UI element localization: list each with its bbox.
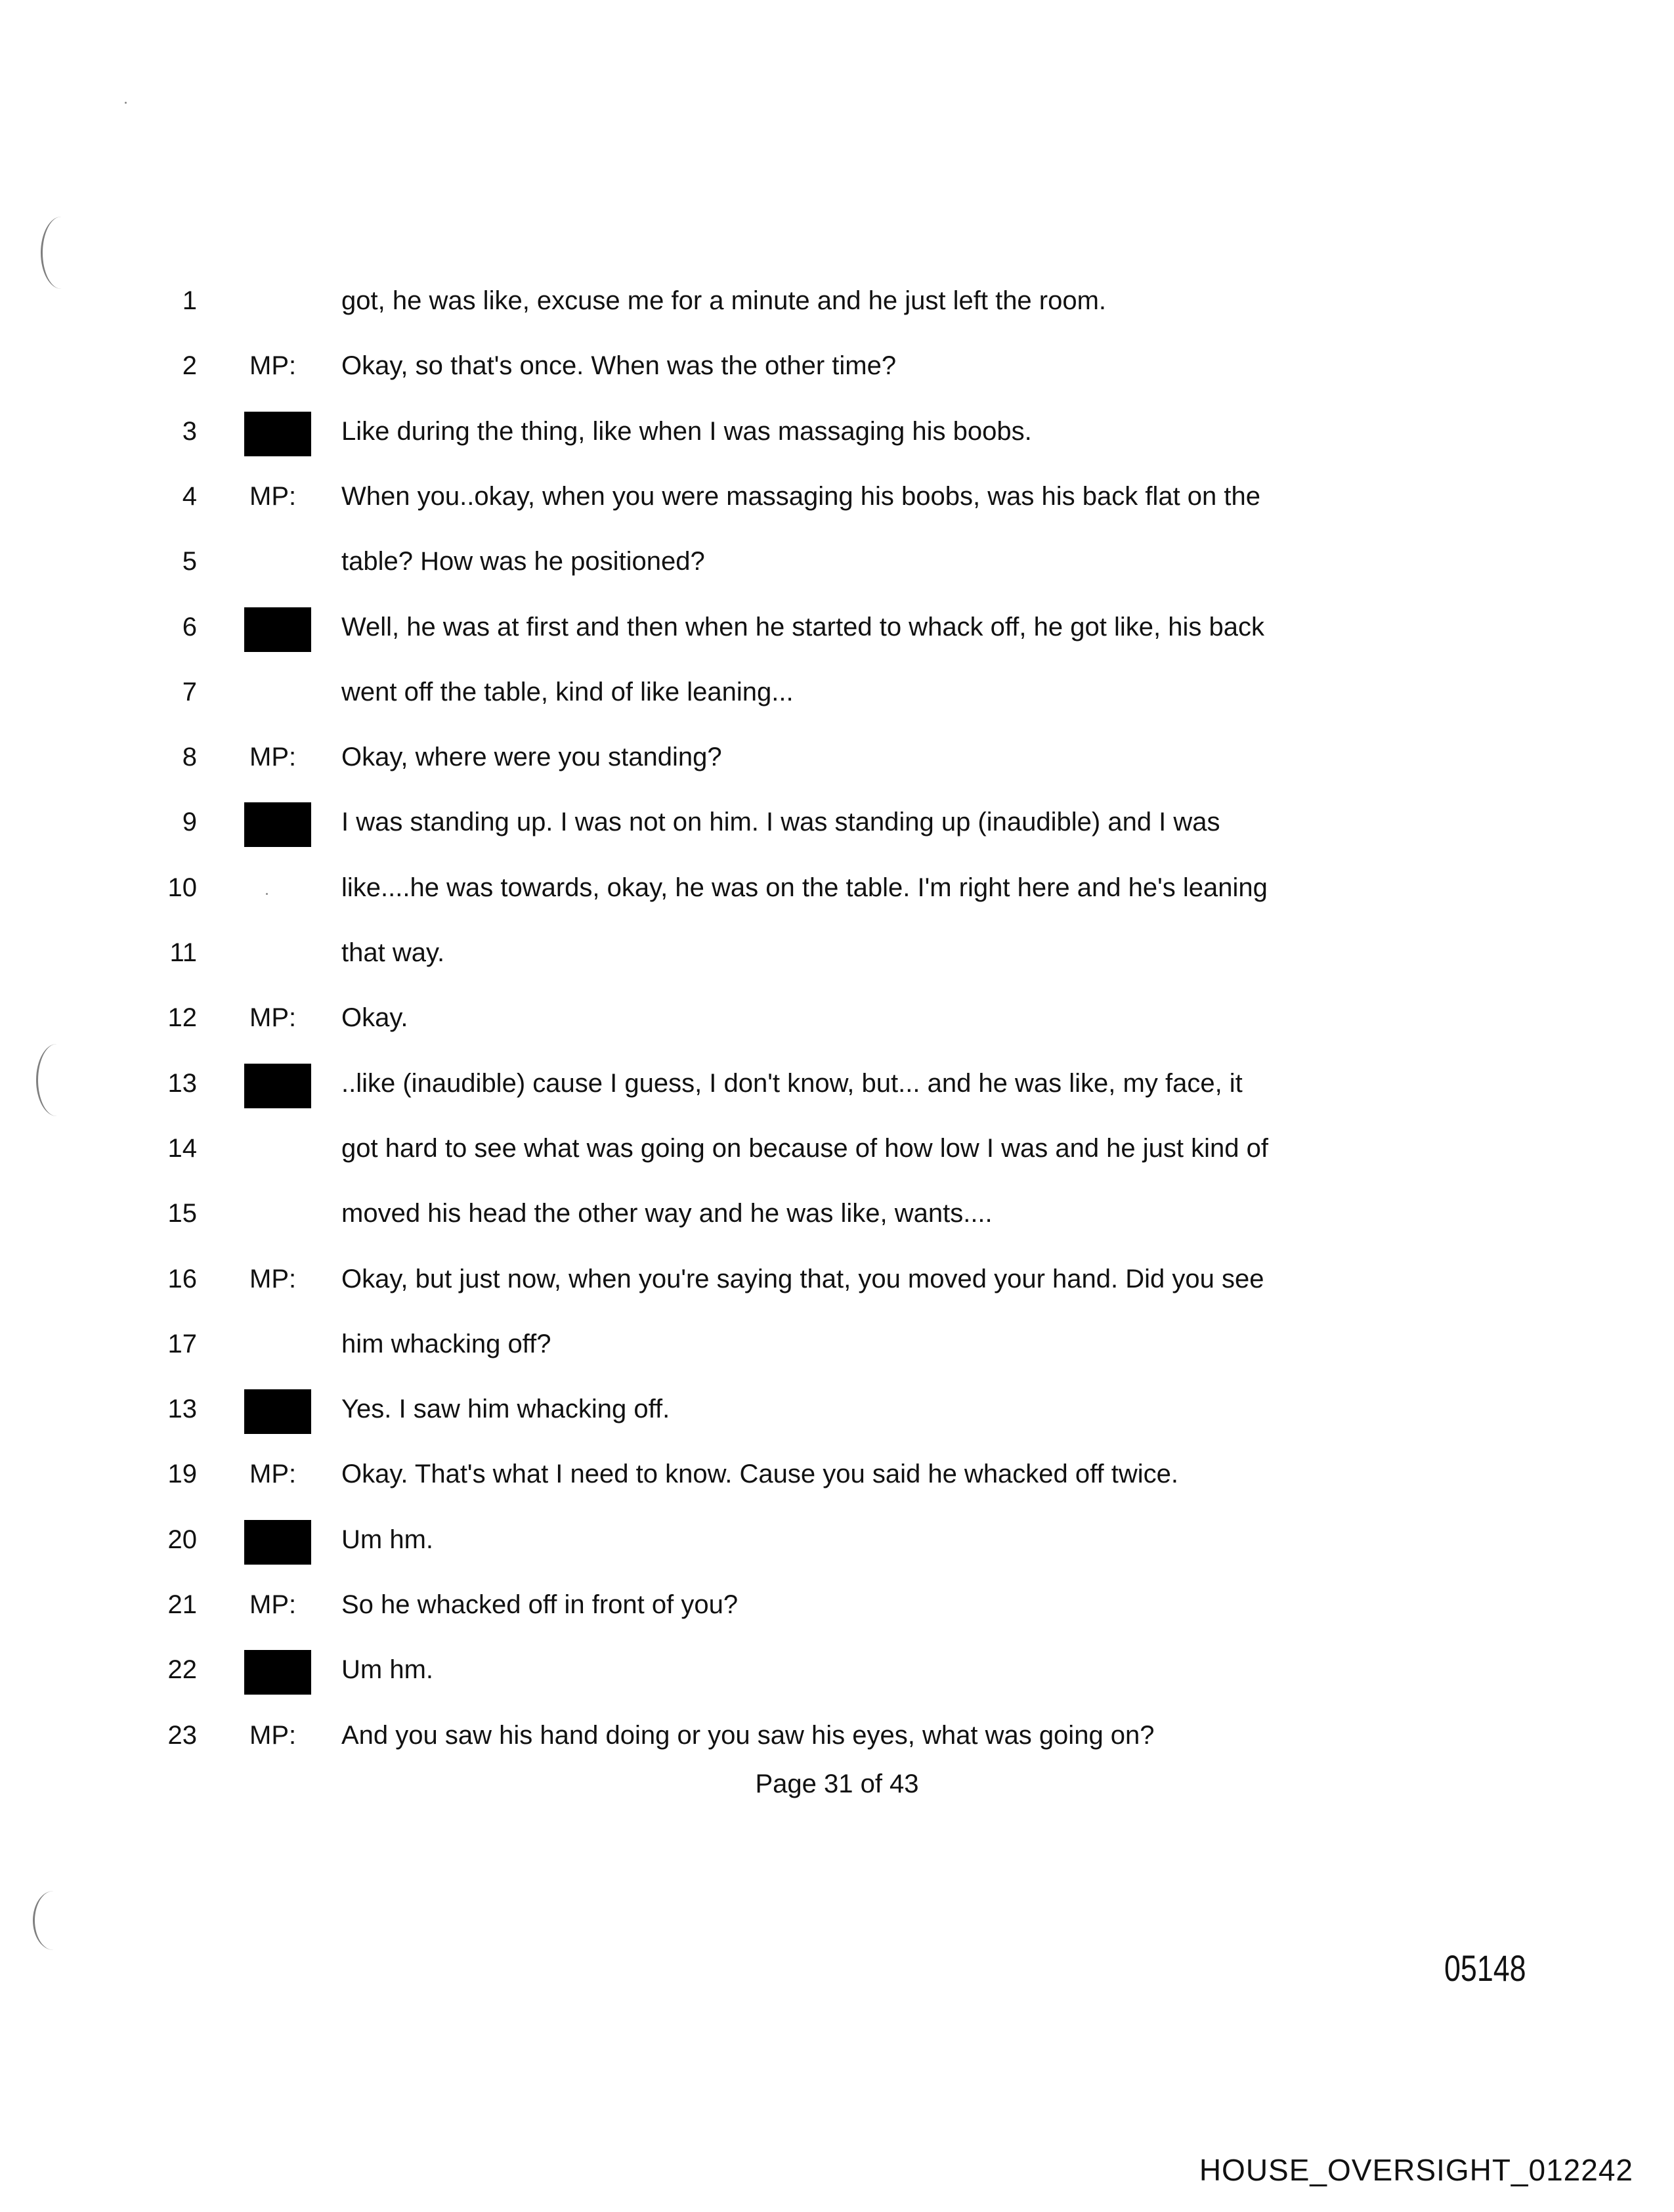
line-number: 1 (182, 286, 197, 315)
transcript-line (0, 274, 1674, 327)
scan-speck (125, 102, 127, 104)
line-text: Okay. (341, 1003, 408, 1032)
transcript-line (0, 796, 1674, 848)
line-text: Like during the thing, like when I was massaging his boobs. (341, 417, 1032, 446)
redaction-box (244, 1520, 311, 1565)
redaction-box (244, 607, 311, 652)
transcript-line (0, 1448, 1674, 1500)
punch-hole-mark-bottom (33, 1891, 74, 1950)
transcript-line (0, 861, 1674, 914)
transcript-line (0, 470, 1674, 523)
line-text: him whacking off? (341, 1330, 551, 1358)
line-number: 7 (182, 678, 197, 706)
redaction-box (244, 1650, 311, 1695)
transcript-line (0, 1383, 1674, 1435)
line-number: 17 (167, 1330, 197, 1358)
line-text: Okay, so that's once. When was the other time? (341, 351, 897, 380)
line-text: got hard to see what was going on because of how low I was and he just kind of (341, 1134, 1268, 1163)
line-number: 20 (167, 1525, 197, 1554)
line-text: Okay. That's what I need to know. Cause you said he whacked off twice. (341, 1460, 1179, 1488)
transcript-line (0, 1709, 1674, 1762)
line-text: So he whacked off in front of you? (341, 1590, 739, 1619)
line-number: 3 (182, 417, 197, 446)
line-text: Yes. I saw him whacking off. (341, 1395, 670, 1423)
transcript-line (0, 1187, 1674, 1240)
line-number: 21 (167, 1590, 197, 1619)
line-number: 6 (182, 613, 197, 641)
line-number: 13 (167, 1395, 197, 1423)
line-number: 12 (167, 1003, 197, 1032)
line-text: got, he was like, excuse me for a minute and he just left the room. (341, 286, 1107, 315)
transcript-line (0, 339, 1674, 392)
line-number: 2 (182, 351, 197, 380)
speaker-label: MP: (249, 351, 297, 380)
transcript-line (0, 535, 1674, 588)
transcript-line (0, 1578, 1674, 1631)
transcript-line (0, 1513, 1674, 1566)
speaker-label: MP: (249, 1721, 297, 1750)
line-text: went off the table, kind of like leaning... (341, 678, 794, 706)
bates-stamp: HOUSE_OVERSIGHT_012242 (1199, 2153, 1633, 2187)
line-text: like....he was towards, okay, he was on the table. I'm right here and he's leaning (341, 873, 1268, 902)
transcript-line (0, 666, 1674, 718)
transcript-line (0, 1318, 1674, 1370)
speaker-label: MP: (249, 482, 297, 511)
speaker-label: MP: (249, 1460, 297, 1488)
line-number: 16 (167, 1265, 197, 1293)
line-text: Um hm. (341, 1655, 433, 1684)
transcript-line (0, 1643, 1674, 1696)
line-text: When you..okay, when you were massaging his boobs, was his back flat on the (341, 482, 1261, 511)
line-number: 11 (169, 938, 197, 967)
bates-number: 05148 (1444, 1947, 1526, 1989)
redaction-box (244, 412, 311, 456)
redaction-box (244, 802, 311, 847)
transcript-line (0, 1122, 1674, 1175)
line-number: 23 (167, 1721, 197, 1750)
redaction-box (244, 1389, 311, 1434)
transcript-line (0, 731, 1674, 783)
speaker-label: MP: (249, 743, 297, 771)
line-text: Um hm. (341, 1525, 433, 1554)
line-text: Okay, but just now, when you're saying that, you moved your hand. Did you see (341, 1265, 1264, 1293)
transcript-line (0, 991, 1674, 1044)
line-number: 19 (167, 1460, 197, 1488)
line-text: moved his head the other way and he was like, wants.... (341, 1199, 993, 1228)
transcript-line (0, 926, 1674, 979)
line-number: 13 (167, 1069, 197, 1098)
line-text: I was standing up. I was not on him. I was standing up (inaudible) and I was (341, 808, 1220, 836)
line-text: table? How was he positioned? (341, 547, 705, 576)
redaction-box (244, 1064, 311, 1108)
line-text: Okay, where were you standing? (341, 743, 722, 771)
transcript-line (0, 405, 1674, 458)
line-number: 8 (182, 743, 197, 771)
line-number: 14 (167, 1134, 197, 1163)
transcript-line (0, 1057, 1674, 1110)
line-number: 10 (167, 873, 197, 902)
page-number: Page 31 of 43 (755, 1769, 919, 1798)
transcript-line (0, 601, 1674, 653)
speaker-label: MP: (249, 1265, 297, 1293)
speaker-label: MP: (249, 1590, 297, 1619)
line-number: 5 (182, 547, 197, 576)
line-number: 22 (167, 1655, 197, 1684)
speaker-label: MP: (249, 1003, 297, 1032)
transcript-line (0, 1253, 1674, 1305)
line-text: And you saw his hand doing or you saw his eyes, what was going on? (341, 1721, 1155, 1750)
line-number: 4 (182, 482, 197, 511)
line-text: Well, he was at first and then when he started to whack off, he got like, his back (341, 613, 1264, 641)
line-number: 15 (167, 1199, 197, 1228)
line-text: that way. (341, 938, 445, 967)
line-text: ..like (inaudible) cause I guess, I don't know, but... and he was like, my face, it (341, 1069, 1243, 1098)
line-number: 9 (182, 808, 197, 836)
